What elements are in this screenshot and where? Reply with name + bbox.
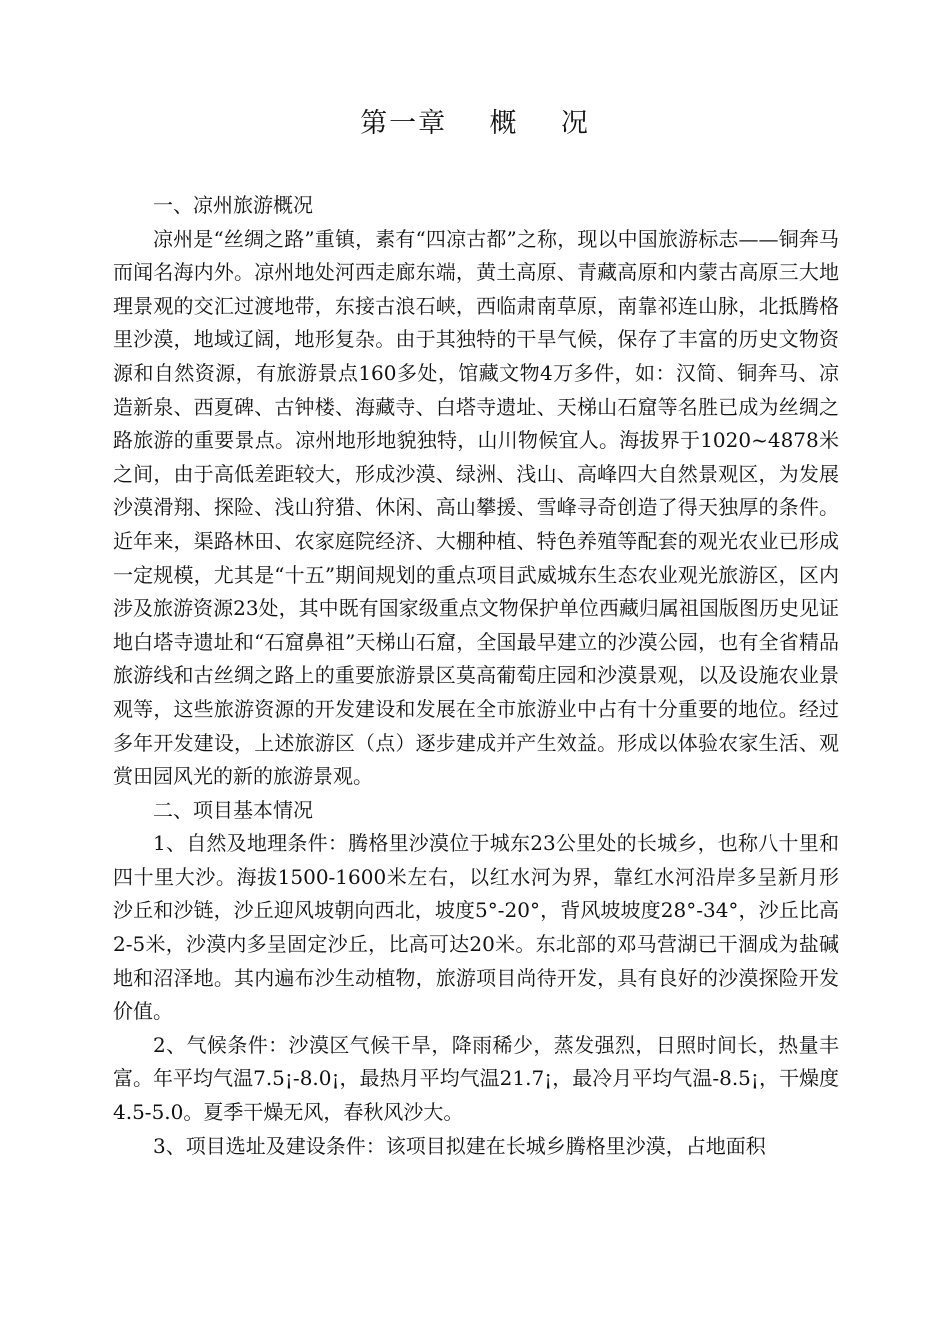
climate-paragraph: 2、气候条件：沙漠区气候干旱，降雨稀少，蒸发强烈，日照时间长，热量丰富。年平均气温7.5¡-8.0¡，最热月平均气温21.7¡，最冷月平均气温-8.5¡，干燥度4.5-5.0。夏季干燥无风，春秋风沙大。 [113, 1032, 839, 1125]
site-selection-paragraph: 3、项目选址及建设条件：该项目拟建在长城乡腾格里沙漠，占地面积 [153, 1133, 766, 1158]
section-heading-tourism-overview: 一、凉州旅游概况 [153, 193, 313, 217]
chapter-title: 第一章 概 况 [360, 108, 590, 139]
tourism-overview-paragraph: 凉州是“丝绸之路”重镇，素有“四凉古都”之称，现以中国旅游标志——铜奔马而闻名海内外。凉州地处河西走廊东端，黄土高原、青藏高原和内蒙古高原三大地理景观的交汇过渡地带，东接古浪石峡，西临肃南草原，南靠祁连山脉，北抵腾格里沙漠，地域辽阔，地形复杂。由于其独特的干旱气候，保存了丰富的历史文物资源和自然资源，有旅游景点160多处，馆藏文物4万多件，如：汉简、铜奔马、凉造新泉、西夏碑、古钟楼、海藏寺、白塔寺遗址、天梯山石窟等名胜已成为丝绸之路旅游的重要景点。凉州地形地貌独特，山川物候宜人。海拔界于1020~4878米之间，由于高低差距较大，形成沙漠、绿洲、浅山、高峰四大自然景观区，为发展沙漠滑翔、探险、浅山狩猎、休闲、高山攀援、雪峰寻奇创造了得天独厚的条件。近年来，渠路林田、农家庭院经济、大棚种植、特色养殖等配套的观光农业已形成一定规模，尤其是“十五”期间规划的重点项目武威城东生态农业观光旅游区，区内涉及旅游资源23处，其中既有国家级重点文物保护单位西藏归属祖国版图历史见证地白塔寺遗址和“石窟鼻祖”天梯山石窟，全国最早建立的沙漠公园，也有全省精品旅游线和古丝绸之路上的重要旅游景区莫高葡萄庄园和沙漠景观，以及设施农业景观等，这些旅游资源的开发建设和发展在全市旅游业中占有十分重要的地位。经过多年开发建设，上述旅游区（点）逐步建成并产生效益。形成以体验农家生活、观赏田园风光的新的旅游景观。 [113, 226, 839, 789]
natural-geography-paragraph: 1、自然及地理条件：腾格里沙漠位于城东23公里处的长城乡，也称八十里和四十里大沙。海拔1500-1600米左右，以红水河为界，靠红水河沿岸多呈新月形沙丘和沙链，沙丘迎风坡朝向西北，坡度5°-20°，背风坡坡度28°-34°，沙丘比高2-5米，沙漠内多呈固定沙丘，比高可达20米。东北部的邓马营湖已干涸成为盐碱地和沼泽地。其内遍布沙生动植物，旅游项目尚待开发，具有良好的沙漠探险开发价值。 [113, 831, 839, 1024]
document-body [113, 189, 839, 1163]
section-heading-project-basics: 二、项目基本情况 [153, 797, 313, 822]
